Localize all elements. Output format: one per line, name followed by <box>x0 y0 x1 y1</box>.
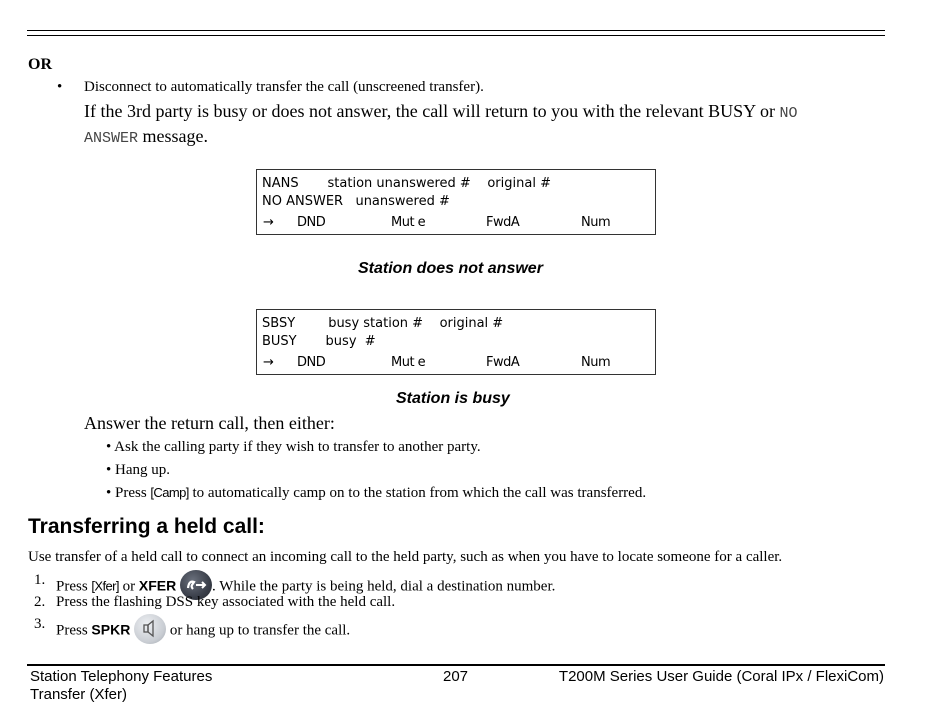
speaker-icon <box>134 614 166 644</box>
header-rule-bottom <box>27 35 885 36</box>
footer-guide-title: T200M Series User Guide (Coral IPx / FlexiCom) <box>558 668 884 685</box>
or-label: OR <box>28 56 52 73</box>
step-3-number: 3. <box>34 616 46 632</box>
xfer-label: XFER <box>138 577 177 594</box>
step-1-number: 1. <box>34 572 46 588</box>
section-heading: Transferring a held call: <box>28 515 265 538</box>
arrow-icon: → <box>263 215 274 230</box>
arrow-icon: → <box>263 355 274 370</box>
disconnect-info-code1: NO <box>779 105 798 122</box>
return-option-transfer: • Ask the calling party if they wish to transfer to another party. <box>106 439 481 455</box>
camp-key: [Camp] <box>150 485 189 500</box>
step-1-or: or <box>118 578 139 595</box>
step-3-press: Press <box>56 622 92 639</box>
softkey-dnd: DND <box>297 215 326 230</box>
lcd-line-1: NANS station unanswered # original # <box>262 176 551 191</box>
lcd-display-no-answer <box>256 169 656 235</box>
softkey-dnd: DND <box>297 355 326 370</box>
step-1-rest: . While the party is being held, dial a destination number. <box>211 578 556 595</box>
footer-chapter: Station Telephony Features <box>30 668 213 685</box>
step-2: Press the flashing DSS key associated with the held call. <box>56 594 396 610</box>
spkr-label: SPKR <box>91 621 131 638</box>
xfer-key: [Xfer] <box>91 578 119 594</box>
step-3-rest: or hang up to transfer the call. <box>169 622 351 639</box>
return-call-intro: Answer the return call, then either: <box>84 413 335 433</box>
lcd-line-2: NO ANSWER unanswered # <box>262 194 450 209</box>
speaker-glyph-icon <box>134 614 166 644</box>
softkey-mute: Mut e <box>391 215 426 230</box>
lcd-display-busy <box>256 309 656 375</box>
softkey-num: Num <box>581 355 611 370</box>
softkey-num: Num <box>581 215 611 230</box>
softkey-fwda: FwdA <box>486 355 520 370</box>
step-1-press: Press <box>56 578 92 595</box>
footer-rule <box>27 664 885 666</box>
step-3 <box>56 616 350 646</box>
return-option-hangup: • Hang up. <box>106 462 170 478</box>
page-number: 207 <box>443 668 469 685</box>
disconnect-info-text2: message. <box>138 126 208 146</box>
header-rule-top <box>27 30 885 31</box>
disconnect-info <box>84 100 864 150</box>
camp-suffix: to automatically camp on to the station from which the call was transferred. <box>188 485 647 501</box>
camp-prefix: • Press <box>106 485 151 501</box>
softkey-mute: Mut e <box>391 355 426 370</box>
disconnect-info-code2: ANSWER <box>84 130 139 147</box>
disconnect-bullet: • <box>57 79 63 95</box>
return-option-camp <box>106 485 646 502</box>
lcd-line-1: SBSY busy station # original # <box>262 316 504 331</box>
disconnect-info-text1: If the 3rd party is busy or does not answer, the call will return to you with the relevant BUSY or <box>84 101 780 121</box>
disconnect-text: Disconnect to automatically transfer the call (unscreened transfer). <box>84 79 484 95</box>
lcd-line-2: BUSY busy # <box>262 334 376 349</box>
caption-no-answer: Station does not answer <box>358 260 543 277</box>
step-2-number: 2. <box>34 594 46 610</box>
softkey-fwda: FwdA <box>486 215 520 230</box>
held-intro: Use transfer of a held call to connect an incoming call to the held party, such as when you have to locate someone for a caller. <box>28 549 783 565</box>
footer-section: Transfer (Xfer) <box>30 686 127 703</box>
caption-busy: Station is busy <box>396 390 510 407</box>
